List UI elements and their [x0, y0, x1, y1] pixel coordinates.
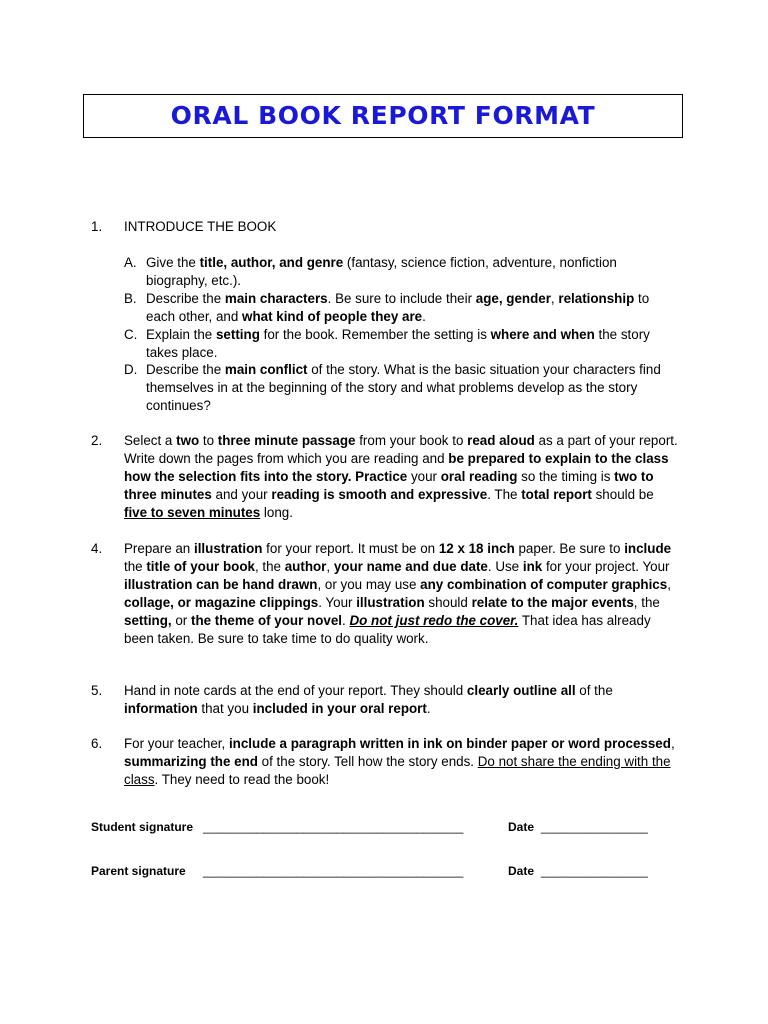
student-signature-label: Student signature [91, 820, 194, 834]
sub-letter: A. [124, 255, 137, 270]
parent-date-line[interactable]: ________________ [541, 864, 648, 878]
section-number: 5. [91, 683, 103, 698]
section-number: 2. [91, 433, 103, 448]
section-number: 4. [91, 541, 103, 556]
section-text: Select a two to three minute passage from your book to read aloud as a part of your report. Write down the pages from which you are reading and be prepared to explain to the class how the selection fits into the story. Practice your oral reading so the timing is two to three minutes and your reading is smooth and expressive. The total report should be five to seven minutes long. [124, 433, 678, 520]
parent-signature-label: Parent signature [91, 864, 186, 878]
student-date-line[interactable]: ________________ [541, 820, 648, 834]
section-text: Prepare an illustration for your report. It must be on 12 x 18 inch paper. Be sure to include the title of your book, the author, your name and due date. Use ink for your project. Your illustration can be hand drawn, or you may use any combination of computer graphics, collage, or magazine clippings. Your illustration should relate to the major events, the setting, or the theme of your novel. Do not just redo the cover. That idea has already been taken. Be sure to take time to do quality work. [124, 541, 672, 646]
student-signature-line[interactable]: _______________________________________ [203, 820, 464, 834]
sub-text: Give the title, author, and genre (fantasy, science fiction, adventure, nonfiction biography, etc.). [146, 255, 617, 288]
sub-text: Explain the setting for the book. Remember the setting is where and when the story takes place. [146, 327, 650, 360]
sub-letter: C. [124, 327, 138, 342]
section-number: 1. [91, 219, 103, 234]
student-date-label: Date [508, 820, 535, 834]
section-text: For your teacher, include a paragraph written in ink on binder paper or word processed, summarizing the end of the story. Tell how the story ends. Do not share the ending with the class. They need to read the book! [124, 736, 675, 787]
parent-signature-line[interactable]: _______________________________________ [203, 864, 464, 878]
sub-letter: B. [124, 291, 137, 306]
title-box [83, 94, 683, 138]
sub-letter: D. [124, 362, 138, 377]
page-title: ORAL BOOK REPORT FORMAT [170, 101, 596, 130]
sub-text: Describe the main characters. Be sure to include their age, gender, relationship to each other, and what kind of people they are. [146, 291, 650, 324]
section-heading: INTRODUCE THE BOOK [124, 219, 277, 234]
parent-date-label: Date [508, 864, 535, 878]
section-number: 6. [91, 736, 103, 751]
sub-text: Describe the main conflict of the story. What is the basic situation your characters find themselves in at the beginning of the story and what problems develop as the story continues? [146, 362, 661, 413]
section-text: Hand in note cards at the end of your report. They should clearly outline all of the information that you included in your oral report. [124, 683, 613, 716]
